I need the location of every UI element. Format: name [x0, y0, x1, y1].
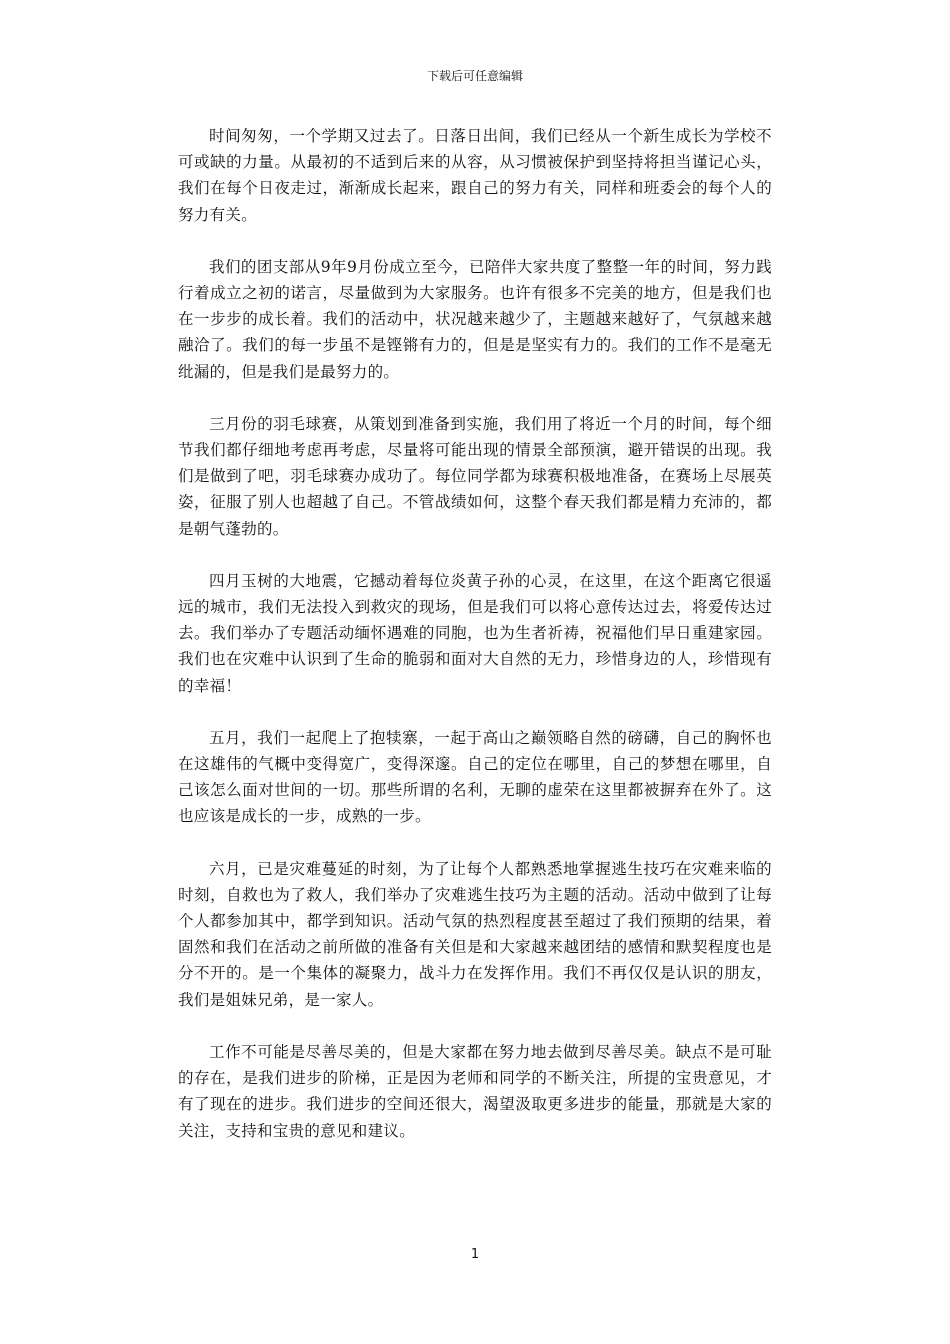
paragraph-4: 四月玉树的大地震，它撼动着每位炎黄子孙的心灵，在这里，在这个距离它很遥远的城市，我们无法投入到救灾的现场，但是我们可以将心意传达过去，将爱传达过去。我们举办了专题活动缅怀遇难的同胞，也为生者祈祷，祝福他们早日重建家园。我们也在灾难中认识到了生命的脆弱和面对大自然的无力，珍惜身边的人，珍惜现有的幸福！: [178, 571, 772, 695]
paragraph-5: 五月，我们一起爬上了抱犊寨，一起于高山之巅领略自然的磅礴，自己的胸怀也在这雄伟的气概中变得宽广，变得深邃。自己的定位在哪里，自己的梦想在哪里，自己该怎么面对世间的一切。那些所谓的名利，无聊的虚荣在这里都被摒弃在外了。这也应该是成长的一步，成熟的一步。: [178, 728, 772, 826]
page-header: 下载后可任意编辑: [426, 69, 523, 83]
paragraph-1: 时间匆匆，一个学期又过去了。日落日出间，我们已经从一个新生成长为学校不可或缺的力量。从最初的不适到后来的从容，从习惯被保护到坚持将担当谨记心头，我们在每个日夜走过，渐渐成长起来，跟自己的努力有关，同样和班委会的每个人的努力有关。: [178, 127, 772, 224]
paragraph-3: 三月份的羽毛球赛，从策划到准备到实施，我们用了将近一个月的时间，每个细节我们都仔细地考虑再考虑，尽量将可能出现的情景全部预演，避开错误的出现。我们是做到了吧，羽毛球赛办成功了。每位同学都为球赛积极地准备，在赛场上尽展英姿，征服了别人也超越了自己。不管战绩如何，这整个春天我们都是精力充沛的，都是朝气蓬勃的。: [178, 414, 772, 538]
paragraph-6: 六月，已是灾难蔓延的时刻，为了让每个人都熟悉地掌握逃生技巧在灾难来临的时刻，自救也为了救人，我们举办了灾难逃生技巧为主题的活动。活动中做到了让每个人都参加其中，都学到知识。活动气氛的热烈程度甚至超过了我们预期的结果，着固然和我们在活动之前所做的准备有关但是和大家越来越团结的感情和默契程度也是分不开的。是一个集体的凝聚力，战斗力在发挥作用。我们不再仅仅是认识的朋友，我们是姐妹兄弟，是一家人。: [178, 859, 772, 1009]
paragraph-2: 我们的团支部从9年9月份成立至今，已陪伴大家共度了整整一年的时间，努力践行着成立之初的诺言，尽量做到为大家服务。也许有很多不完美的地方，但是我们也在一步步的成长着。我们的活动中，状况越来越少了，主题越来越好了，气氛越来越融洽了。我们的每一步虽不是铿锵有力的，但是是坚实有力的。我们的工作不是毫无纰漏的，但是我们是最努力的。: [178, 257, 772, 381]
page-number: 1: [470, 1247, 480, 1262]
paragraph-7: 工作不可能是尽善尽美的，但是大家都在努力地去做到尽善尽美。缺点不是可耻的存在，是我们进步的阶梯，正是因为老师和同学的不断关注，所提的宝贵意见，才有了现在的进步。我们进步的空间还很大，渴望汲取更多进步的能量，那就是大家的关注，支持和宝贵的意见和建议。: [178, 1042, 772, 1140]
document-body: [178, 123, 772, 1170]
